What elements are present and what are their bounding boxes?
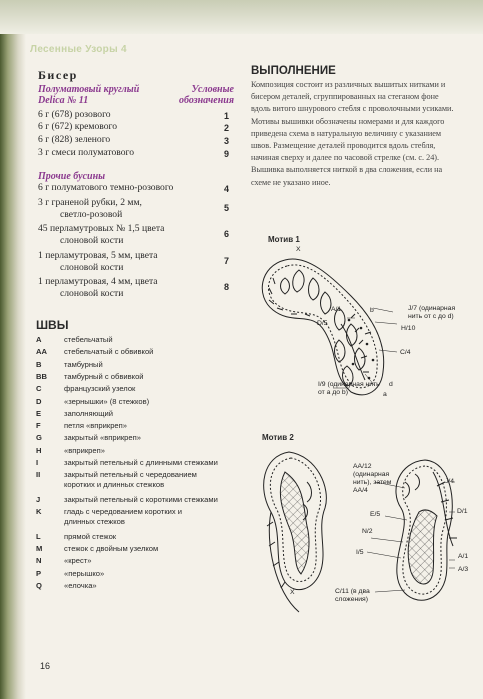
motif-1-label-c4: C/4	[400, 349, 411, 356]
bead-legend-number: 1	[224, 111, 230, 121]
other-bead-line: 3 г граненой рубки, 2 мм,	[38, 197, 142, 208]
motif-2-label-x: X	[290, 589, 295, 596]
subtitle-line-1: Полуматовый круглый	[38, 84, 140, 95]
bead-legend-number: 3	[224, 136, 230, 146]
other-bead-line: светло-розовой	[60, 209, 123, 220]
stitch-description: тамбурный с обвивкой	[64, 371, 144, 381]
motif-1-label-j7: J/7 (одинарная нить от с до d)	[408, 305, 456, 320]
motif-2-label-j4: J/4	[445, 478, 455, 485]
other-bead-legend-number: 7	[224, 256, 230, 266]
stitch-code: M	[36, 544, 43, 554]
stitch-description: тамбурный	[64, 359, 103, 369]
stitch-code: L	[36, 531, 41, 541]
stitch-description: стебельчатый с обвивкой	[64, 347, 154, 357]
section-title-beads: Бисер	[38, 68, 78, 82]
stitch-description: французский узелок	[64, 384, 136, 394]
other-bead-line: 1 перламутровая, 5 мм, цвета	[38, 250, 158, 261]
other-bead-line: 1 перламутровая, 4 мм, цвета	[38, 276, 158, 287]
subsection-round-beads	[38, 84, 168, 106]
stitch-description: стебельчатый	[64, 335, 113, 344]
bead-row: 6 г (828) зеленого	[38, 134, 111, 145]
other-bead-legend-number: 6	[224, 229, 230, 239]
binding-shadow	[0, 0, 26, 699]
bead-legend-number: 2	[224, 123, 230, 133]
execution-text: Композиция состоит из различных вышитых нитками и бисером деталей, сгруппированных на стеганом фоне вдоль витого шнурового стебля с проволочными усиками. Мотивы вышивки обозначены номерами и для каждого приведена схема в натуральную величину с указанием швов. Размещение деталей проводится вдоль стебля, начиная сверху и далее по часовой стрелке (см. с. 24). Вышивка выполняется ниткой в два сложения, если на схеме не указано иное.	[251, 80, 454, 187]
motif-1-label-d: d	[389, 381, 393, 388]
motif-1-label-d5: D/5	[317, 320, 328, 327]
stitch-description: закрытый «вприкреп»	[64, 433, 141, 443]
stitch-description: закрытый петельный с чередованием коротких и длинных стежков	[64, 470, 197, 490]
other-bead-line: слоновой кости	[60, 235, 124, 246]
motif-2-label-a1: A/1	[458, 553, 469, 560]
subtitle-line-2: Delica № 11	[38, 95, 89, 106]
bead-row: 6 г (678) розового	[38, 109, 111, 120]
stitch-code: G	[36, 433, 42, 443]
stitch-code: D	[36, 396, 42, 406]
motif-2-label-d1: D/1	[457, 508, 468, 515]
motif-2-label-n2: N/2	[362, 528, 373, 535]
stitch-description: «зернышки» (8 стежков)	[64, 396, 150, 406]
stitch-description: стежок с двойным узелком	[64, 544, 159, 554]
stitch-code: J	[36, 494, 41, 504]
stitch-code: F	[36, 421, 41, 431]
motif-2-label-e5: E/5	[370, 511, 381, 518]
stitch-description: «елочка»	[64, 581, 97, 590]
top-edge	[0, 0, 483, 34]
bead-legend-number: 9	[224, 149, 230, 159]
stitch-code: C	[36, 384, 42, 394]
other-bead-legend-number: 4	[224, 184, 230, 194]
legend-heading-2: обозначения	[179, 95, 234, 106]
stitch-code: BB	[36, 371, 47, 381]
stitch-description: заполняющий	[64, 408, 114, 418]
stitch-code: N	[36, 556, 42, 566]
other-bead-legend-number: 8	[224, 282, 230, 292]
stitch-description: «вприкреп»	[64, 445, 105, 455]
motif-2-label-a3: A/3	[458, 566, 469, 573]
stitch-description: «крест»	[64, 556, 92, 566]
stitch-description: гладь с чередованием коротких и длинных стежков	[64, 507, 183, 527]
motif-2-label-aa12: AA/12 (одинарная нить), затем AA/4	[353, 463, 392, 494]
stitch-description: закрытый петельный с длинными стежками	[64, 458, 218, 467]
stitch-code: I	[36, 458, 39, 467]
motif-1-label-a1: A/1	[331, 306, 342, 313]
stitch-code: A	[36, 335, 42, 344]
stitch-code: K	[36, 507, 42, 517]
page-number: 16	[40, 661, 51, 671]
legend-heading-1: Условные	[191, 84, 234, 95]
motif-1-label-x: X	[296, 246, 301, 253]
other-bead-line: 6 г полуматового темно-розового	[38, 182, 174, 193]
bead-row: 3 г смеси полуматового	[38, 147, 135, 158]
legend-heading	[170, 84, 234, 106]
motif-1-label-a: a	[383, 391, 387, 398]
other-bead-line: слоновой кости	[60, 262, 124, 273]
stitch-code: II	[36, 470, 41, 480]
motif-2-label-i5: I/5	[356, 549, 364, 556]
section-title-stitches: ШВЫ	[36, 318, 69, 332]
stitch-description: «перышко»	[64, 568, 105, 578]
motif-2-title: Мотив 2	[262, 433, 294, 442]
stitch-description: петля «вприкреп»	[64, 421, 127, 431]
page-header: Лесенные Узоры 4	[30, 44, 127, 55]
stitch-code: B	[36, 359, 42, 369]
other-bead-legend-number: 5	[224, 203, 230, 213]
subsection-other-beads: Прочие бусины	[38, 171, 106, 182]
bead-row: 6 г (672) кремового	[38, 121, 118, 132]
stitch-code: E	[36, 408, 42, 418]
stitch-code: AA	[36, 347, 47, 357]
stitch-code: Q	[36, 581, 42, 590]
stitch-code: H	[36, 445, 42, 455]
other-bead-line: слоновой кости	[60, 288, 124, 299]
motif-2-label-c11: C/11 (в два сложения)	[335, 588, 370, 603]
motif-1-label-h10: H/10	[401, 325, 416, 332]
stitch-description: закрытый петельный с короткими стежками	[64, 494, 218, 504]
motif-1-label-i9: I/9 (одинарная нить от a до b)	[318, 381, 380, 396]
section-title-execution: ВЫПОЛНЕНИЕ	[251, 65, 336, 77]
stitch-description: прямой стежок	[64, 531, 117, 541]
motif-1-label-b: b	[370, 307, 374, 314]
motif-1-title: Мотив 1	[268, 235, 300, 244]
stitch-code: P	[36, 568, 42, 578]
other-bead-line: 45 перламутровых № 1,5 цвета	[38, 223, 165, 234]
